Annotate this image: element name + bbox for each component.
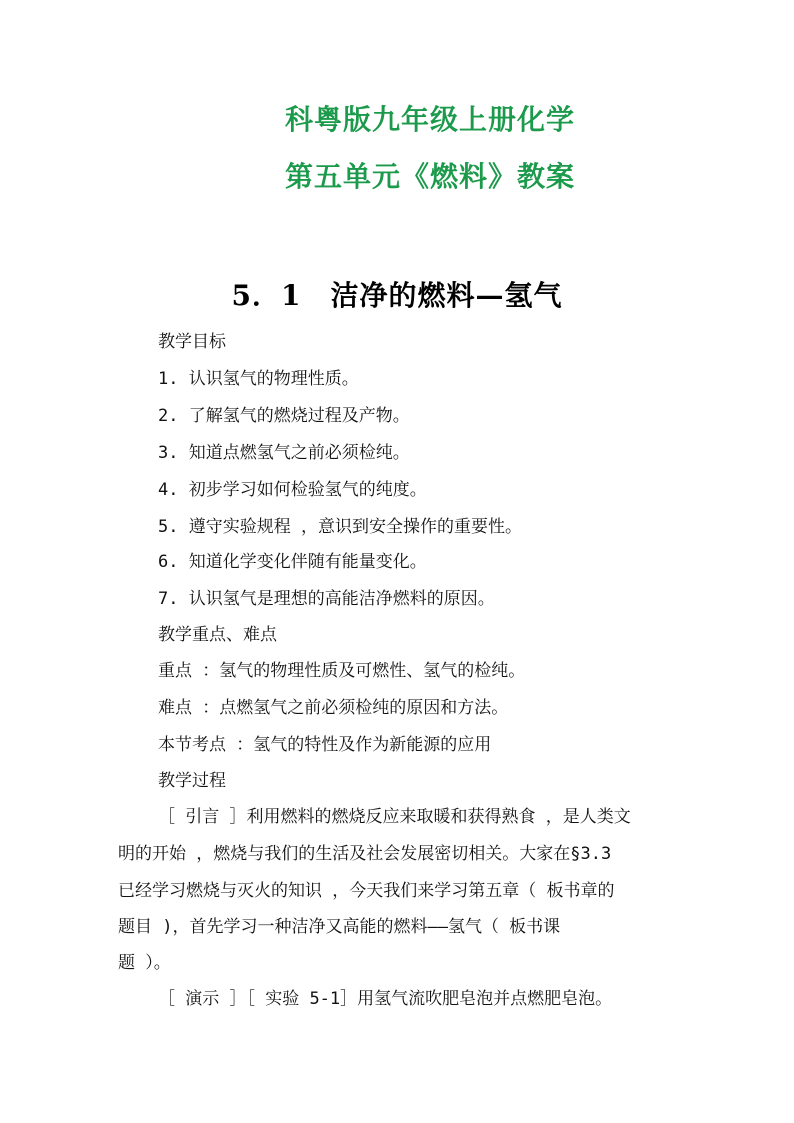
intro-line: 明的开始 ，燃烧与我们的生活及社会发展密切相关。大家在§3.3 (118, 844, 612, 864)
objective-item: 3. 知道点燃氢气之前必须检纯。 (158, 443, 410, 463)
section-title: 5．1 洁净的燃料—氢气 (231, 279, 563, 312)
intro-line: ［ 引言 ］利用燃料的燃烧反应来取暖和获得熟食 ，是人类文 (158, 807, 631, 827)
key-points-heading: 教学重点、难点 (158, 625, 277, 645)
document-title-line-1: 科粤版九年级上册化学 (284, 103, 575, 136)
difficulty-text: 难点 ：点燃氢气之前必须检纯的原因和方法。 (158, 698, 509, 718)
objective-item: 4. 初步学习如何检验氢气的纯度。 (158, 480, 427, 500)
objective-item: 5. 遵守实验规程 ，意识到安全操作的重要性。 (158, 517, 522, 537)
intro-line: 题 ）。 (118, 953, 171, 973)
objective-item: 6. 知道化学变化伴随有能量变化。 (158, 552, 427, 572)
document-title-line-2: 第五单元《燃料》教案 (284, 160, 575, 193)
intro-line: 题目 )，首先学习一种洁净又高能的燃料——氢气（ 板书课 (118, 917, 561, 937)
objective-item: 7. 认识氢气是理想的高能洁净燃料的原因。 (158, 589, 495, 609)
demo-text: ［ 演示 ］［ 实验 5-1］用氢气流吹肥皂泡并点燃肥皂泡。 (158, 989, 613, 1009)
exam-point-text: 本节考点 ：氢气的特性及作为新能源的应用 (158, 735, 492, 755)
intro-line: 已经学习燃烧与灭火的知识 ，今天我们来学习第五章（ 板书章的 (118, 881, 615, 901)
process-heading: 教学过程 (158, 771, 226, 791)
objective-item: 1. 认识氢气的物理性质。 (158, 369, 359, 389)
focus-text: 重点 ：氢气的物理性质及可燃性、氢气的检纯。 (158, 661, 526, 681)
objectives-heading: 教学目标 (158, 332, 226, 352)
objective-item: 2. 了解氢气的燃烧过程及产物。 (158, 406, 410, 426)
